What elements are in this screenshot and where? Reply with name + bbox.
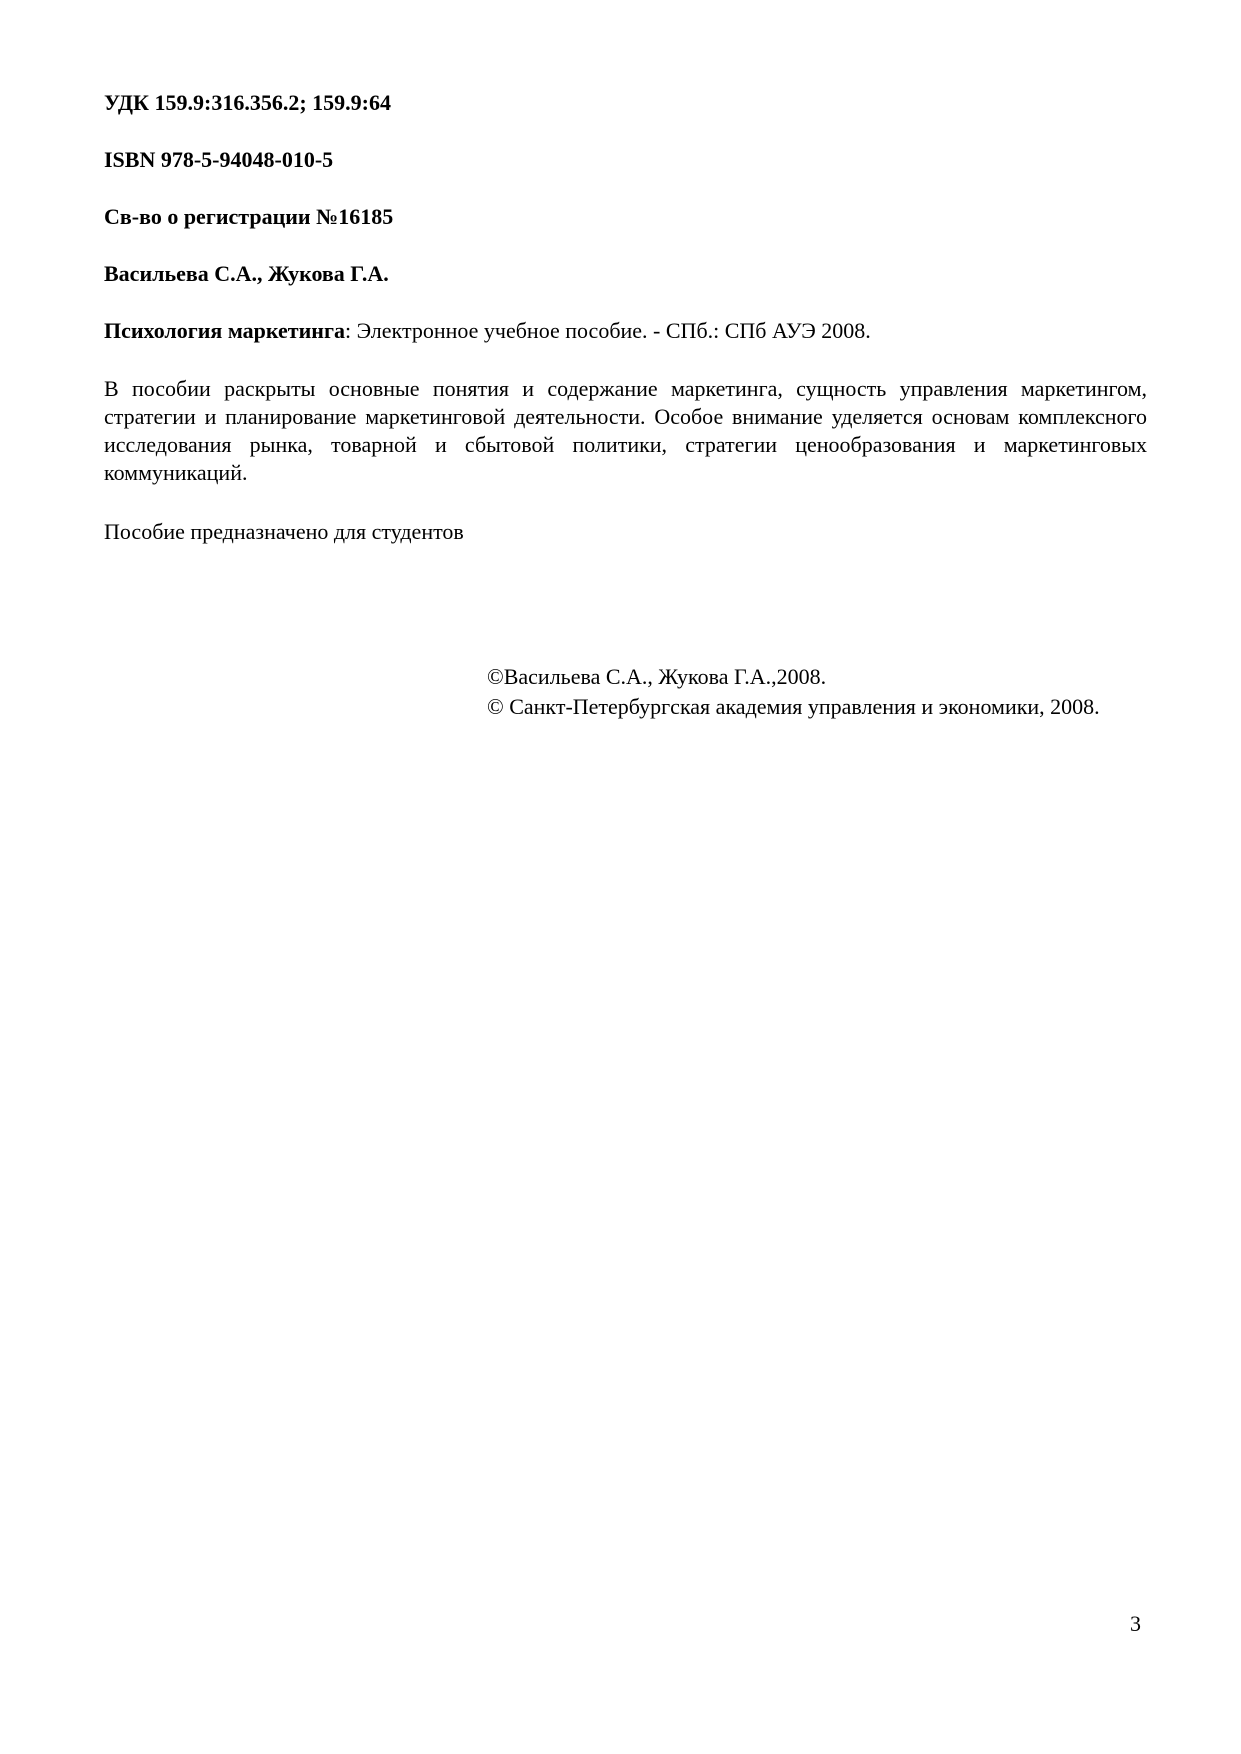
publication-details: : Электронное учебное пособие. - СПб.: СПб АУЭ 2008. xyxy=(344,318,871,343)
audience-line: Пособие предназначено для студентов xyxy=(104,519,464,544)
copyright-authors: ©Васильева С.А., Жукова Г.А.,2008. xyxy=(487,664,827,689)
copyright-block xyxy=(487,662,1167,722)
isbn-line: ISBN 978-5-94048-010-5 xyxy=(104,147,334,172)
abstract-paragraph: В пособии раскрыты основные понятия и содержание маркетинга, сущность управления маркетингом, стратегии и планирование маркетинговой деятельности. Особое внимание уделяется основам комплексного исследования рынка, товарной и сбытовой политики, стратегии ценообразования и маркетинговых коммуникаций. xyxy=(104,376,1147,485)
udk-line: УДК 159.9:316.356.2; 159.9:64 xyxy=(104,90,391,115)
registration-line: Св-во о регистрации №16185 xyxy=(104,204,394,229)
page-number: 3 xyxy=(1130,1611,1141,1636)
authors-line: Васильева С.А., Жукова Г.А. xyxy=(104,261,389,286)
publication-title: Психология маркетинга xyxy=(104,318,345,343)
copyright-academy: © Санкт-Петербургская академия управления и экономики, 2008. xyxy=(487,694,1100,719)
publication-title-line xyxy=(104,317,871,345)
